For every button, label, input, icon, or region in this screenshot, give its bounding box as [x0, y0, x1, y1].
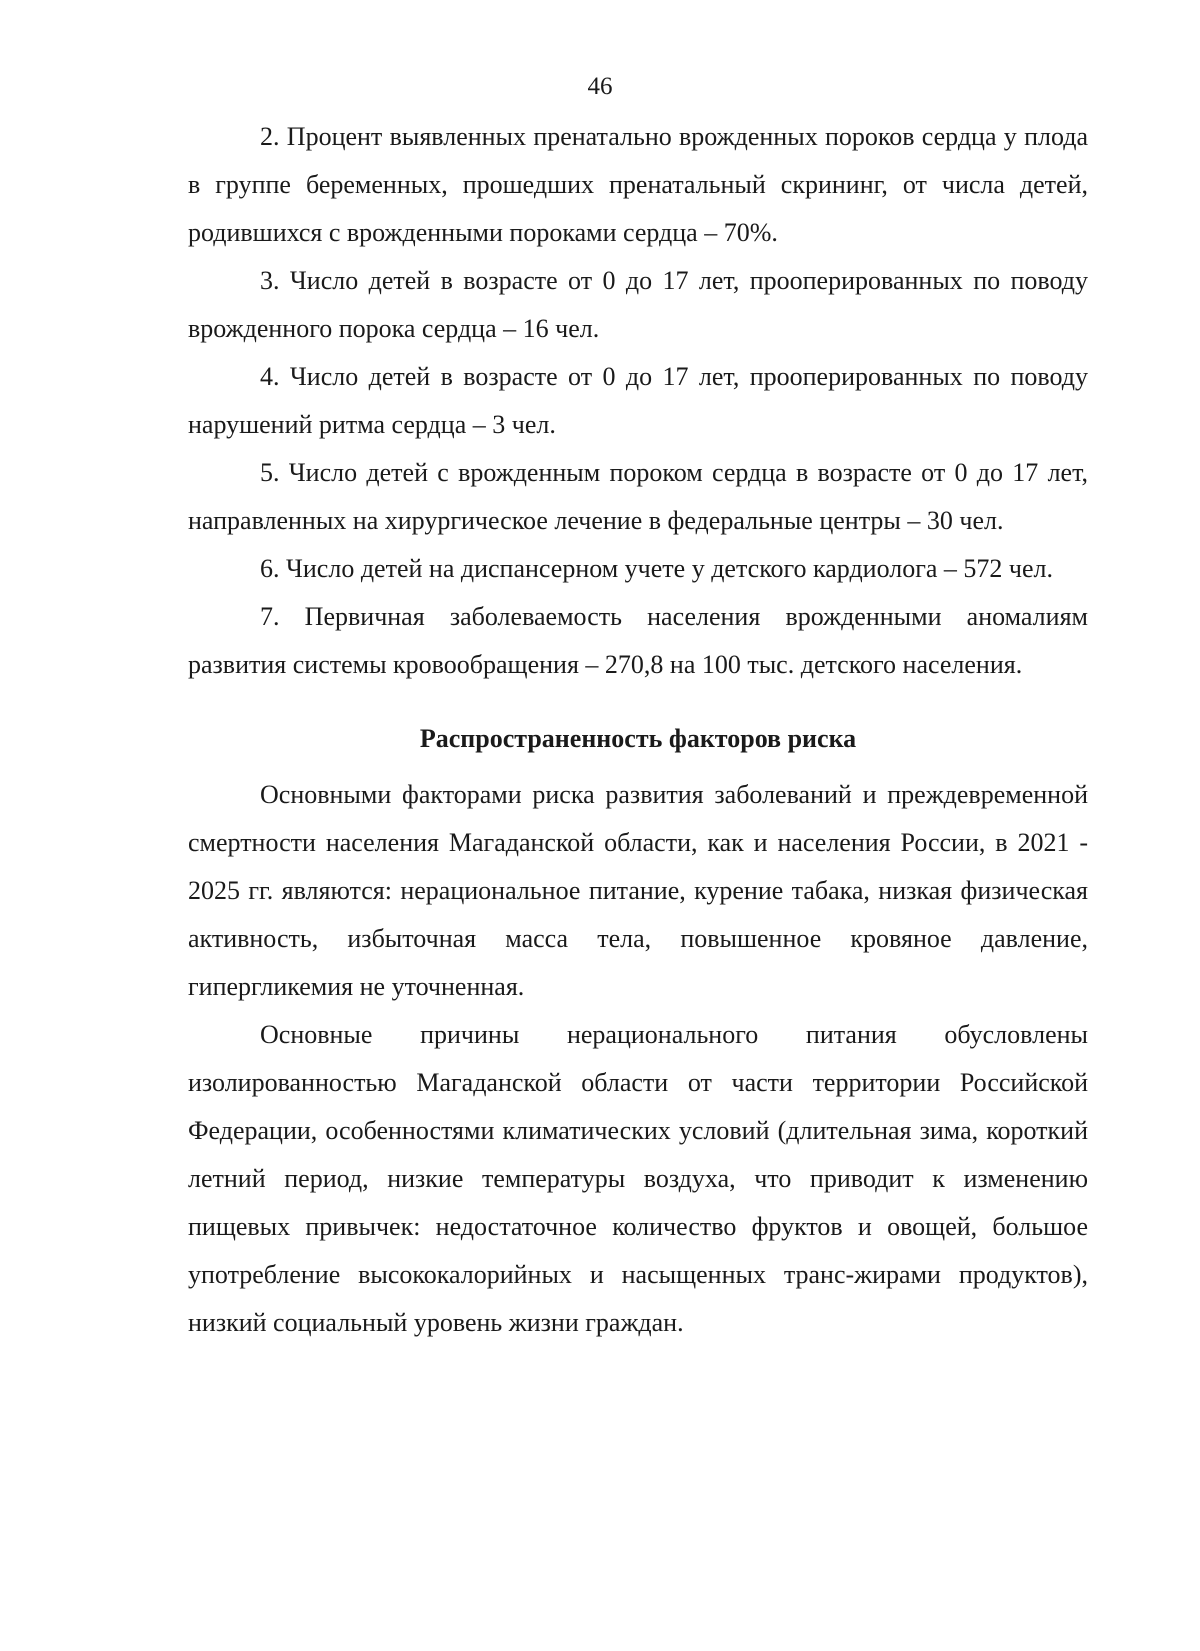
list-item-2: 2. Процент выявленных пренатально врожденных пороков сердца у плода в группе беременных, прошедших пренатальный скрининг, от числа детей, родившихся с врожденными пороками сердца – 70%.: [188, 122, 1088, 247]
list-item-4: 4. Число детей в возрасте от 0 до 17 лет, прооперированных по поводу нарушений ритма сердца – 3 чел.: [188, 362, 1088, 439]
list-item-3: 3. Число детей в возрасте от 0 до 17 лет, прооперированных по поводу врожденного порока сердца – 16 чел.: [188, 266, 1088, 343]
section-paragraph: Основными факторами риска развития заболеваний и преждевременной смертности населения Магаданской области, как и населения России, в 2021 - 2025 гг. являются: нерациональное питание, курение табака, низкая физическая активность, избыточная масса тела, повышенное кровяное давление, гипергликемия не уточненная.: [188, 780, 1088, 1001]
list-item-6: 6. Число детей на диспансерном учете у детского кардиолога – 572 чел.: [260, 554, 1054, 583]
section-paragraph: Основные причины нерационального питания обусловлены изолированностью Магаданской области от части территории Российской Федерации, особенностями климатических условий (длительная зима, короткий летний период, низкие температуры воздуха, что приводит к изменению пищевых привычек: недостаточное количество фруктов и овощей, большое употребление высококалорийных и насыщенных транс-жирами продуктов), низкий социальный уровень жизни граждан.: [188, 1020, 1088, 1337]
page-content: [188, 113, 1088, 1347]
list-item-7: 7. Первичная заболеваемость населения врожденными аномалиям развития системы кровообращения – 270,8 на 100 тыс. детского населения.: [188, 602, 1088, 679]
section-heading: Распространенность факторов риска: [419, 724, 857, 753]
page-number: 46: [587, 73, 613, 100]
list-item-5: 5. Число детей с врожденным пороком сердца в возрасте от 0 до 17 лет, направленных на хирургическое лечение в федеральные центры – 30 чел.: [188, 458, 1088, 535]
